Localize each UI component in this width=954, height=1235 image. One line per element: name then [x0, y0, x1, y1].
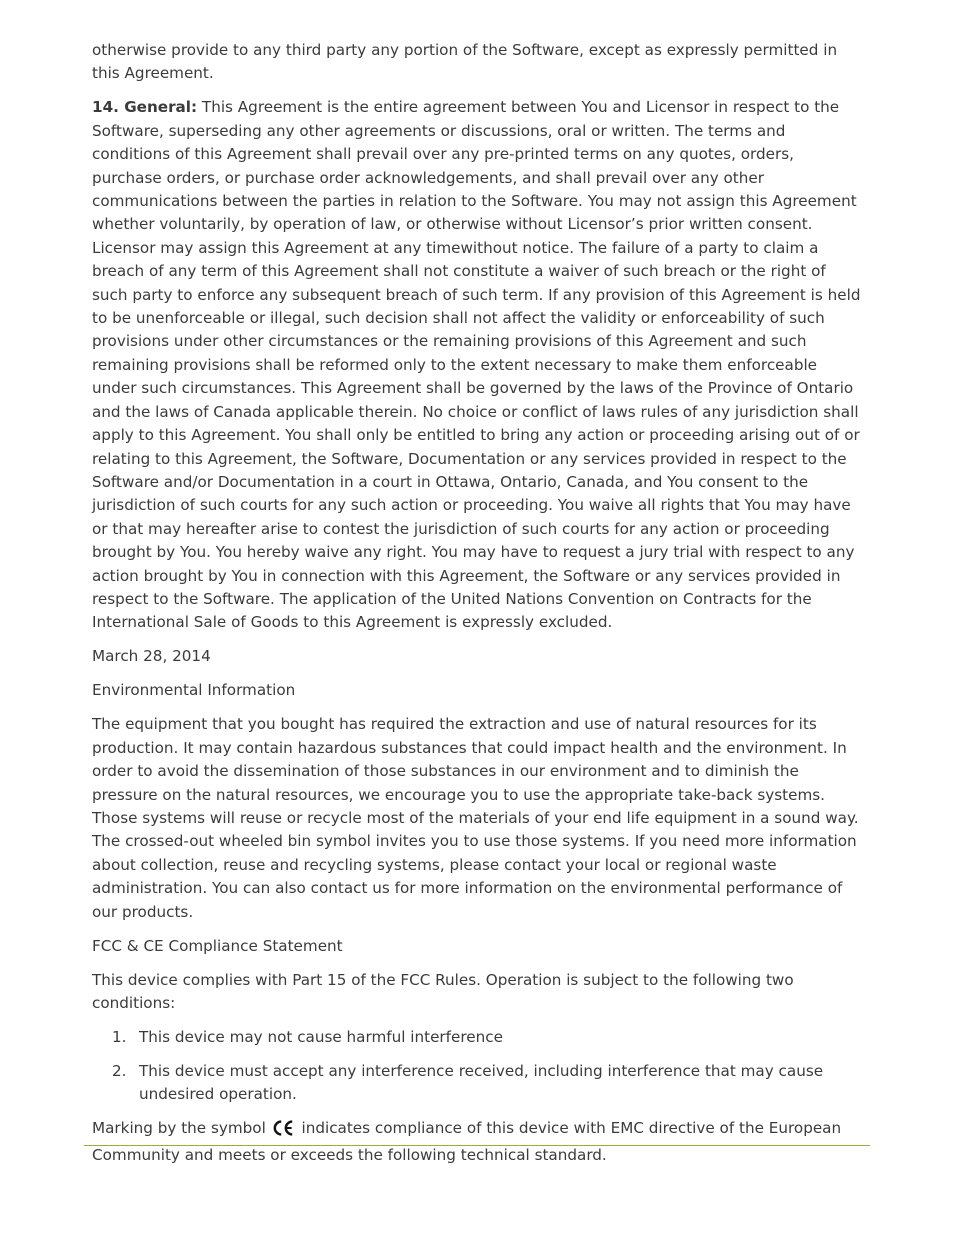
- footer-divider: [84, 1145, 870, 1146]
- fcc-conditions-list: [92, 1026, 862, 1107]
- continuation-paragraph: otherwise provide to any third party any portion of the Software, except as expressly permitted in this Agreement.: [92, 41, 838, 83]
- list-item-text: This device may not cause harmful interference: [139, 1028, 503, 1046]
- document-date: March 28, 2014: [92, 647, 211, 666]
- general-section-text: This Agreement is the entire agreement between You and Licensor in respect to the Software, superseding any other agreements or discussions, oral or written. The terms and conditions of this Agreement shall prevail over any pre-printed terms on any quotes, orders, purchase orders, or purchase order acknowledgements, and shall prevail over any other communications between the parties in relation to the Software. You may not assign this Agreement whether voluntarily, by operation of law, or otherwise without Licensor’s prior written consent. Licensor may assign this Agreement at any timewithout notice. The failure of a party to claim a breach of any term of this Agreement shall not constitute a waiver of such breach or the right of such party to enforce any subsequent breach of such term. If any provision of this Agreement is held to be unenforceable or illegal, such decision shall not affect the validity or enforceability of such provisions under other circumstances or the remaining provisions of this Agreement and such remaining provisions shall be reformed only to the extent necessary to make them enforceable under such circumstances. This Agreement shall be governed by the laws of the Province of Ontario and the laws of Canada applicable therein. No choice or conflict of laws rules of any jurisdiction shall apply to this Agreement. You shall only be entitled to bring any action or proceeding arising out of or relating to this Agreement, the Software, Documentation or any services provided in respect to the Software and/or Documentation in a court in Ottawa, Ontario, Canada, and You consent to the jurisdiction of such courts for any such action or proceeding. You waive all rights that You may have or that may hereafter arise to contest the jurisdiction of such courts for any action or proceeding brought by You. You hereby waive any right. You may have to request a jury trial with respect to any action brought by You in connection with this Agreement, the Software or any services provided in respect to the Software. The application of the United Nations Convention on Contracts for the International Sale of Goods to this Agreement is expressly excluded.: [92, 98, 861, 632]
- ce-marking-statement: [92, 1117, 862, 1167]
- list-item-number: 1.: [112, 1028, 127, 1046]
- ce-marking-text-after: indicates compliance of this device with EMC directive of the European Community and meets or exceeds the following technical standard.: [92, 1119, 842, 1164]
- general-section-label: 14. General:: [92, 98, 198, 117]
- document-page: [92, 39, 862, 1178]
- fcc-heading: FCC & CE Compliance Statement: [92, 936, 343, 955]
- list-item: [112, 1026, 862, 1049]
- list-item-number: 2.: [112, 1062, 127, 1080]
- environmental-heading: Environmental Information: [92, 681, 296, 700]
- ce-marking-text-before: Marking by the symbol: [92, 1119, 271, 1138]
- environmental-body: The equipment that you bought has required the extraction and use of natural resources for its production. It may contain hazardous substances that could impact health and the environment. In order to avoid the dissemination of those substances in our environment and to diminish the pressure on the natural resources, we encourage you to use the appropriate take-back systems. Those systems will reuse or recycle most of the materials of your end life equipment in a sound way. The crossed-out wheeled bin symbol invites you to use those systems. If you need more information about collection, reuse and recycling systems, please contact your local or regional waste administration. You can also contact us for more information on the environmental performance of our products.: [92, 715, 859, 921]
- list-item: [112, 1060, 862, 1107]
- list-item-text: This device must accept any interference received, including interference that may cause undesired operation.: [139, 1062, 824, 1104]
- ce-mark-icon: [273, 1120, 295, 1143]
- fcc-intro: This device complies with Part 15 of the FCC Rules. Operation is subject to the following two conditions:: [92, 970, 794, 1012]
- general-section: [92, 96, 862, 634]
